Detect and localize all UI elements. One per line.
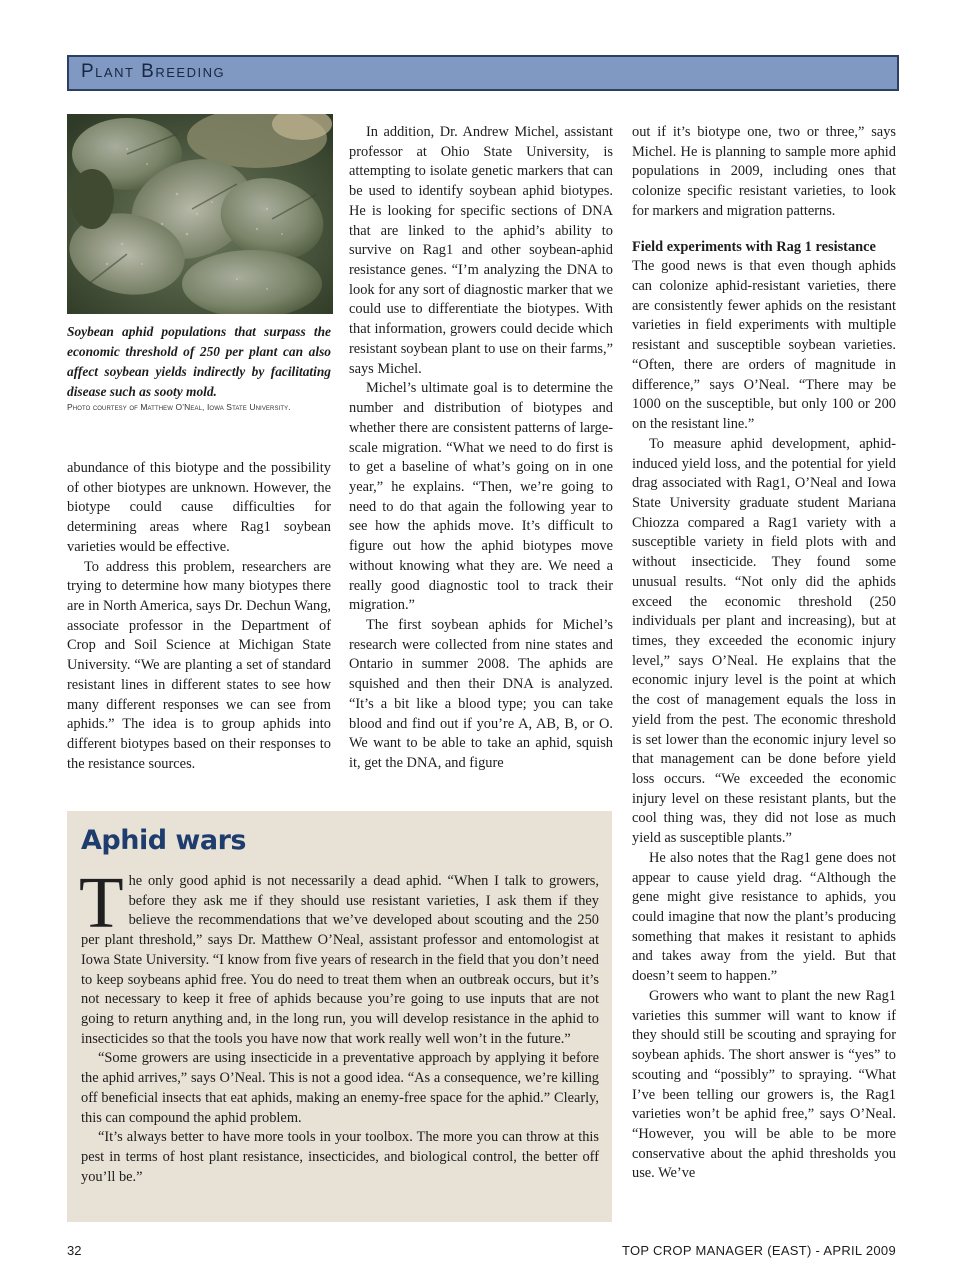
sidebar-paragraph-text: he only good aphid is not necessarily a dead aphid. “When I talk to growers, before they ask me if they should use resistant varieties, I ask them if they believe the recommendations that we’ve developed about scouting and the 250 per plant threshold,” says Dr. Matthew O’Neal, assistant professor and entomologist at Iowa State University. “I know from five years of research in the field that you don’t need to keep soybeans aphid free. You do need to treat them when an outbreak occurs, but it’s not necessary to keep it free of aphids because you’re going to use inputs that are not going to return anything and, in the long run, you will develop resistance in the aphid to insecticides so that the tools you have now that work really well won’t in the future.” bbox=[81, 873, 599, 1047]
article-paragraph: abundance of this biotype and the possibility of other biotypes are unknown. However, the biotype could cause difficulties for determining areas where Rag1 soybean varieties would be effective. bbox=[67, 460, 331, 555]
sidebar-paragraph: “Some growers are using insecticide in a preventative approach by applying it before the aphid arrives,” says O’Neal. This is not a good idea. “As a consequence, we’re killing off beneficial insects that eat aphids, making an enemy-free space for the aphid.” Clearly, this can compound the aphid problem. bbox=[81, 1050, 599, 1126]
article-paragraph: Growers who want to plant the new Rag1 varieties this summer will want to know if they should still be scouting and spraying for soybean aphids. The short answer is “yes” to scouting and “possibly” to spraying. “What I’ve been telling our growers is, the Rag1 varieties won’t be aphid free,” says O’Neal. “However, you will be able to be more conservative about the aphid thresholds you use. We’ve bbox=[632, 987, 896, 1182]
sidebar-paragraph bbox=[79, 862, 599, 1049]
sidebar-body bbox=[79, 862, 599, 1188]
section-header-label: Plant Breeding bbox=[81, 61, 226, 82]
section-header bbox=[67, 55, 899, 91]
article-paragraph: The first soybean aphids for Michel’s research were collected from nine states and Ontario in summer 2008. The aphids are squished and then their DNA is analyzed. “It’s a bit like a blood type; you can take blood and find out if you’re A, AB, B, or O. We want to be able to take an aphid, squish it, get the DNA, and figure bbox=[349, 616, 613, 771]
article-paragraph: To measure aphid development, aphid-induced yield loss, and the potential for yield drag associated with Rag1, O’Neal and Iowa State University graduate student Mariana Chiozza compared a Rag1 variety with a susceptible variety in field plots with and without insecticide. They found some unusual results. “Not only did the aphids exceed the economic threshold (250 individuals per plant and increasing), but at times, they exceeded the economic injury level,” says O’Neal. He explains that the economic injury level is the point at which the cost of management equals the loss in yield from the pest. The economic threshold is set lower than the economic injury level so that management can be done before yield loss occurs. “We exceeded the economic injury level on these resistant plants, but the cool thing was, they did not lose as much yield as susceptible plants.” bbox=[632, 435, 896, 847]
sidebar-title: Aphid wars bbox=[81, 825, 246, 856]
article-paragraph: To address this problem, researchers are trying to determine how many biotypes there are in North America, says Dr. Dechun Wang, associate professor in the Department of Crop and Soil Science at Michigan State University. “We are planting a set of standard resistant lines in different states to see how many different responses we can see from aphids.” The idea is to group aphids into different biotypes based on their responses to the resistance sources. bbox=[67, 558, 331, 772]
article-subhead: Field experiments with Rag 1 resistance bbox=[632, 238, 876, 255]
article-paragraph: The good news is that even though aphids can colonize aphid-resistant varieties, there are consistently fewer aphids on the resistant varieties in field experiments with multiple resistant and susceptible soybean varieties. “Often, there are orders of magnitude in difference,” says O’Neal. “There may be 1000 on the susceptible, but only 100 or 200 on the resistant line.” bbox=[632, 258, 896, 433]
article-paragraph: out if it’s biotype one, two or three,” says Michel. He is planning to sample more aphid populations in 2009, including ones that colonize specific resistant varieties, to look for markers and migration patterns. bbox=[632, 124, 896, 219]
article-column-2 bbox=[349, 123, 613, 774]
sidebar-aphid-wars bbox=[67, 811, 612, 1222]
drop-cap: T bbox=[79, 862, 124, 943]
article-column-3 bbox=[632, 123, 896, 1184]
soybean-leaf-photo bbox=[67, 114, 333, 314]
article-paragraph: He also notes that the Rag1 gene does not appear to cause yield drag. “Although the gene might give resistance to aphids, you could imagine that now the plant’s producing something that makes it resistant to aphids and takes away from the yield. But that doesn’t seem to happen.” bbox=[632, 849, 896, 985]
magazine-footer: TOP CROP MANAGER (EAST) - APRIL 2009 bbox=[621, 1243, 896, 1258]
article-paragraph: Michel’s ultimate goal is to determine the number and distribution of biotypes and whether there are consistent patterns of large-scale migration. “What we need to do first is to get a baseline of what’s going on in one year,” he explains. “Then, we’re going to need to do that again the following year to see how the aphids move. It’s difficult to figure out how the aphid biotypes move without knowing what they are. We need a really good diagnostic tool to track their migration.” bbox=[349, 380, 613, 614]
photo-credit: Photo courtesy of Matthew O’Neal, Iowa State University. bbox=[67, 402, 291, 412]
sidebar-paragraph: “It’s always better to have more tools in your toolbox. The more you can throw at this pest in terms of host plant resistance, insecticides, and biological control, the better off you’ll be.” bbox=[81, 1129, 599, 1185]
article-column-1 bbox=[67, 459, 331, 775]
page-number: 32 bbox=[67, 1243, 82, 1258]
article-paragraph: In addition, Dr. Andrew Michel, assistant professor at Ohio State University, is attempting to isolate genetic markers that can be used to identify soybean aphid biotypes. He is looking for specific sections of DNA that are linked to the aphid’s ability to survive on Rag1 and other soybean-aphid resistance genes. “I’m analyzing the DNA to look for any sort of diagnostic marker that we could use to differentiate the biotypes. With that information, growers could decide which resistant soybean plant to use on their farms,” says Michel. bbox=[349, 124, 613, 377]
photo-caption: Soybean aphid populations that surpass the economic threshold of 250 per plant can also affect soybean yields indirectly by facilitating disease such as sooty mold. bbox=[67, 324, 331, 399]
